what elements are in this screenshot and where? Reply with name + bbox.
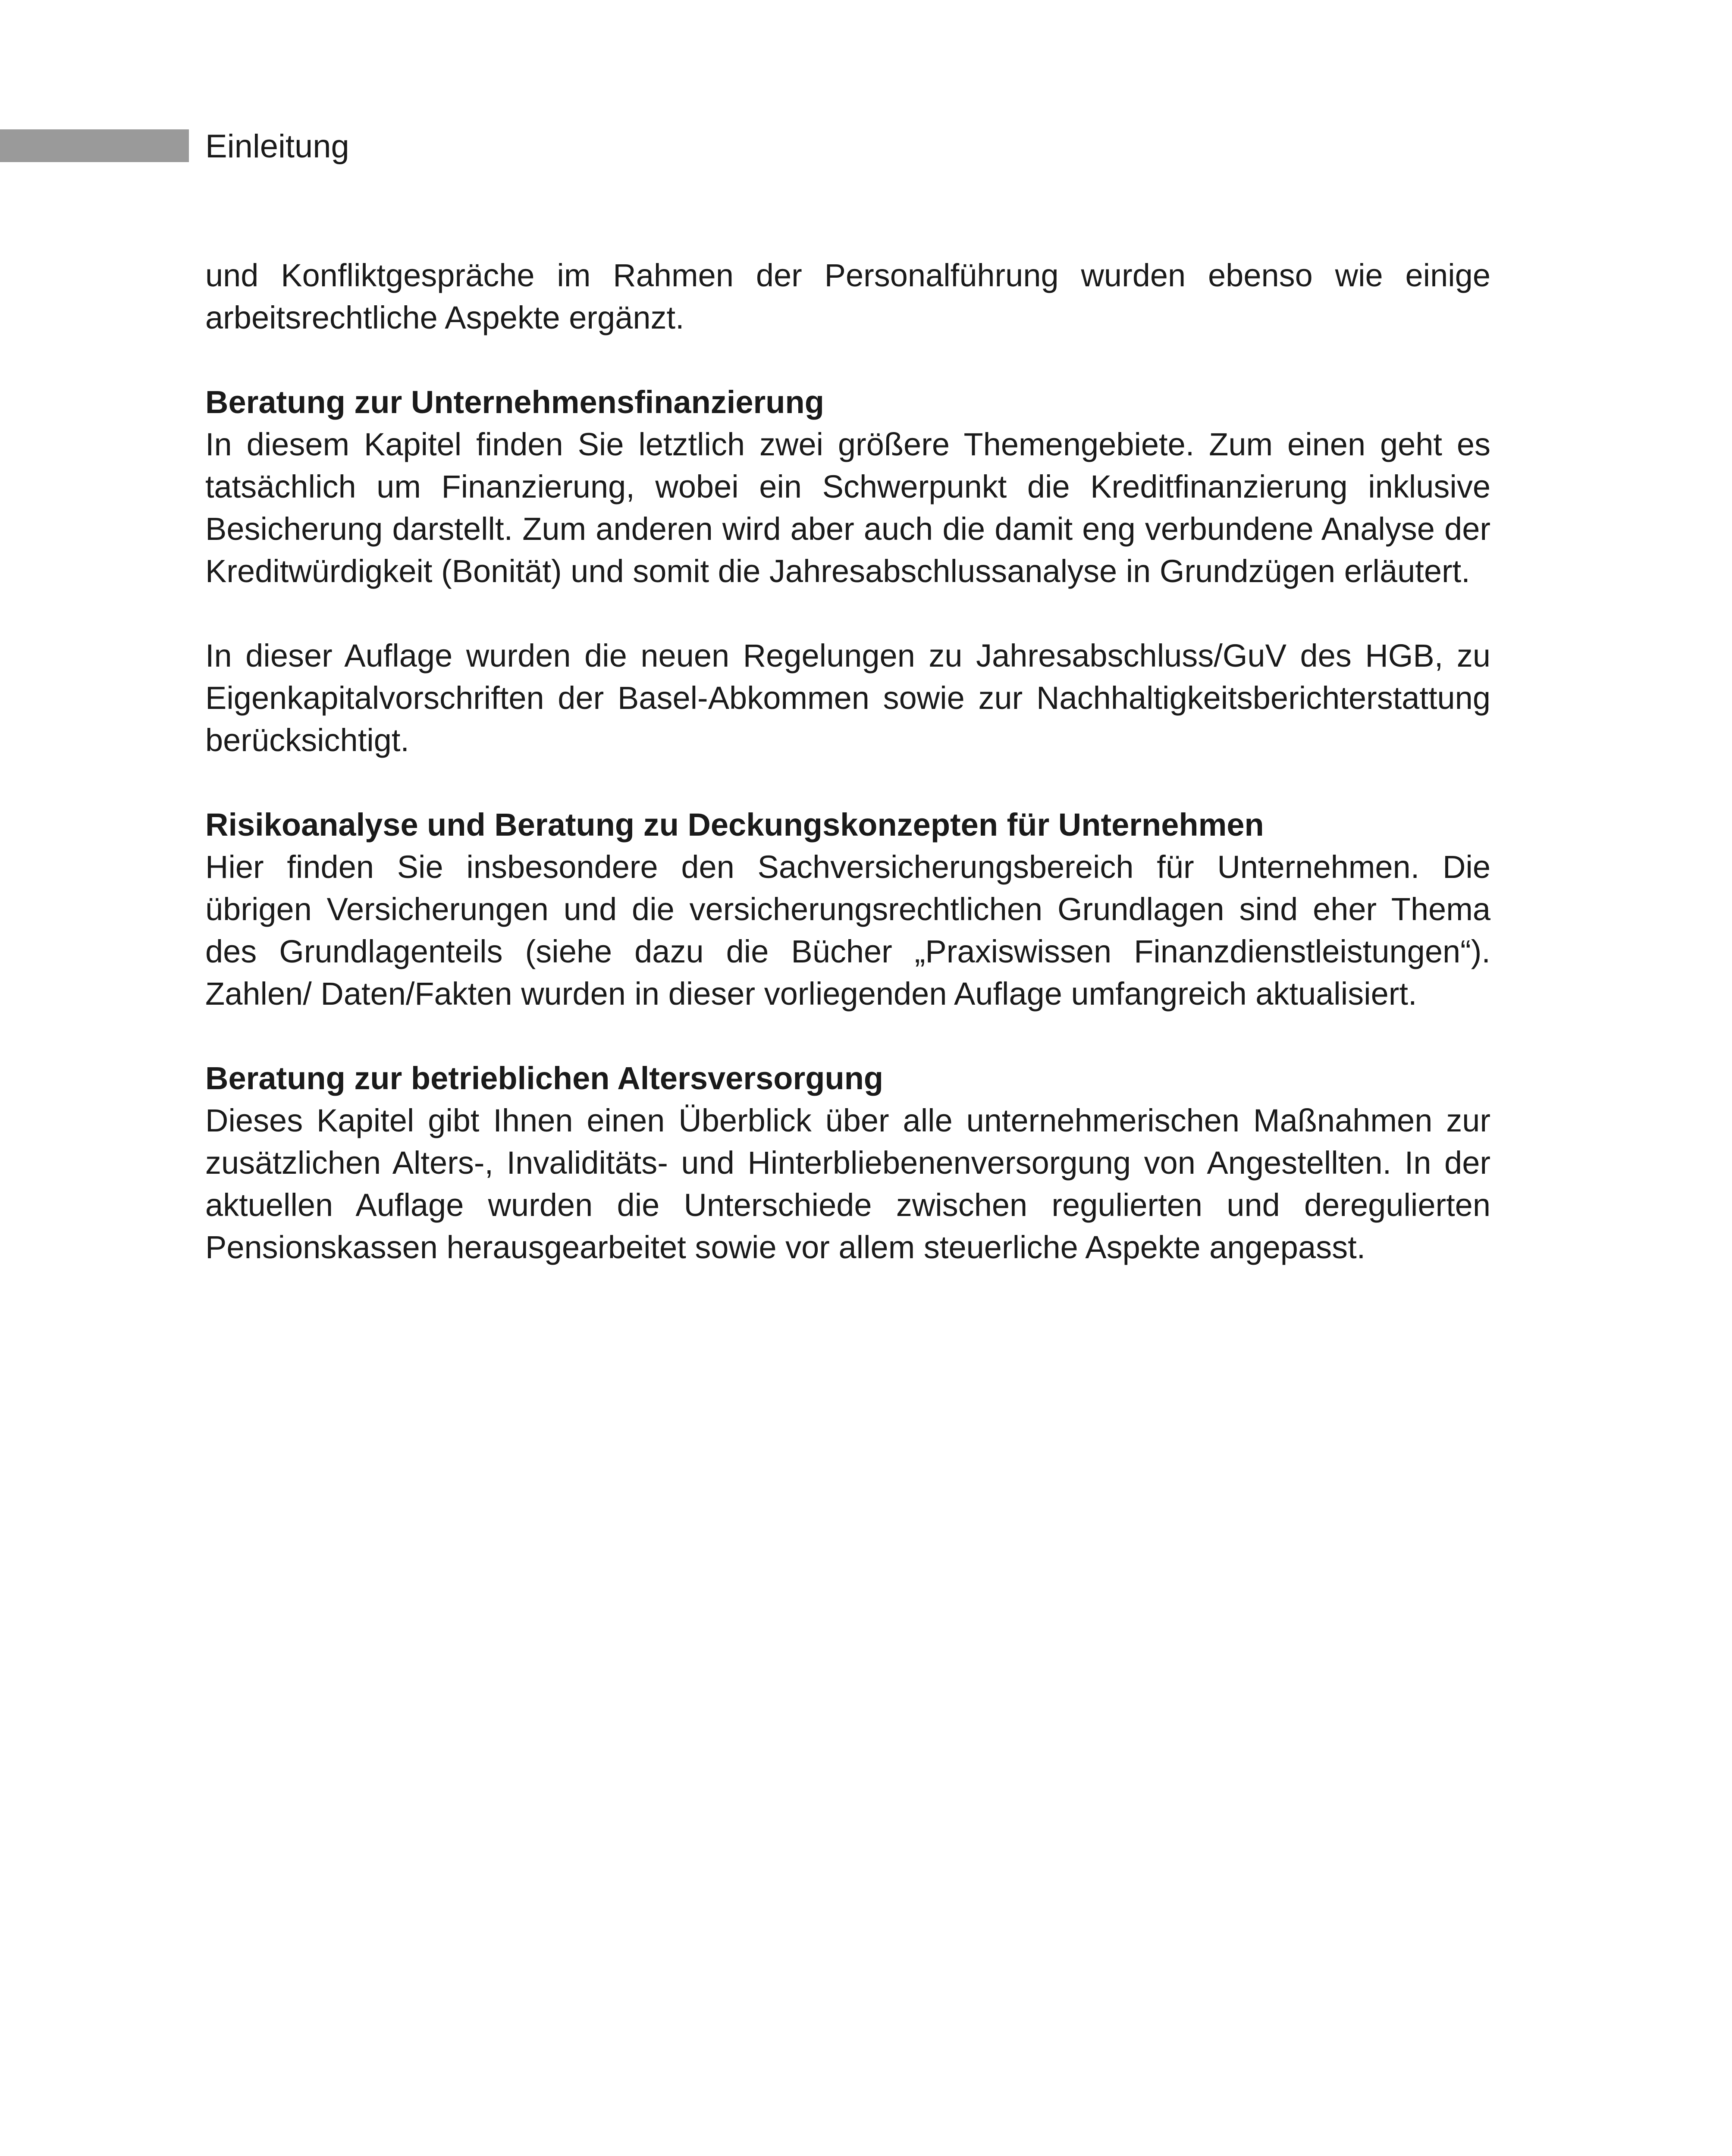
body-paragraph: Dieses Kapitel gibt Ihnen einen Überblick über alle unternehmerischen Maßnahmen zur zusätzlichen Alters-, Invaliditäts- und Hinterbliebenenversorgung von Angestellten. In der aktuellen Auflage wurden die Unterschiede zwischen regulierten und deregulierten Pensionskassen herausgearbeitet sowie vor allem steuerliche Aspekte angepasst.	[205, 1103, 1490, 1265]
intro-paragraph: und Konfliktgespräche im Rahmen der Personalführung wurden ebenso wie einige arbeitsrechtliche Aspekte ergänzt.	[205, 257, 1490, 335]
section-heading: Beratung zur betrieblichen Altersversorgung	[205, 1060, 884, 1096]
section-altersversorgung	[205, 1057, 1490, 1269]
page-body	[205, 254, 1490, 1311]
running-head-title: Einleitung	[205, 128, 349, 165]
section-heading: Risikoanalyse und Beratung zu Deckungskonzepten für Unternehmen	[205, 807, 1264, 843]
section-risikoanalyse	[205, 804, 1490, 1015]
header-bar-decoration	[0, 129, 189, 162]
body-paragraph: In diesem Kapitel finden Sie letztlich zwei größere Themengebiete. Zum einen geht es tatsächlich um Finanzierung, wobei ein Schwerpunkt die Kreditfinanzierung inklusive Besicherung darstellt. Zum anderen wird aber auch die damit eng verbundene Analyse der Kreditwürdigkeit (Bonität) und somit die Jahresabschlussanalyse in Grundzügen erläutert.	[205, 426, 1490, 589]
section-heading: Beratung zur Unternehmensfinanzierung	[205, 384, 824, 420]
body-paragraph: Hier finden Sie insbesondere den Sachversicherungsbereich für Unternehmen. Die übrigen Versicherungen und die versicherungsrechtlichen Grundlagen sind eher Thema des Grundlagenteils (siehe dazu die Bücher „Praxiswissen Finanzdienstleistungen“). Zahlen/ Daten/Fakten wurden in dieser vorliegenden Auflage umfangreich aktualisiert.	[205, 849, 1490, 1012]
body-paragraph: In dieser Auflage wurden die neuen Regelungen zu Jahresabschluss/GuV des HGB, zu Eigenkapitalvorschriften der Basel-Abkommen sowie zur Nachhaltigkeitsberichterstattung berücksichtigt.	[205, 638, 1490, 758]
section-unternehmensfinanzierung	[205, 381, 1490, 761]
